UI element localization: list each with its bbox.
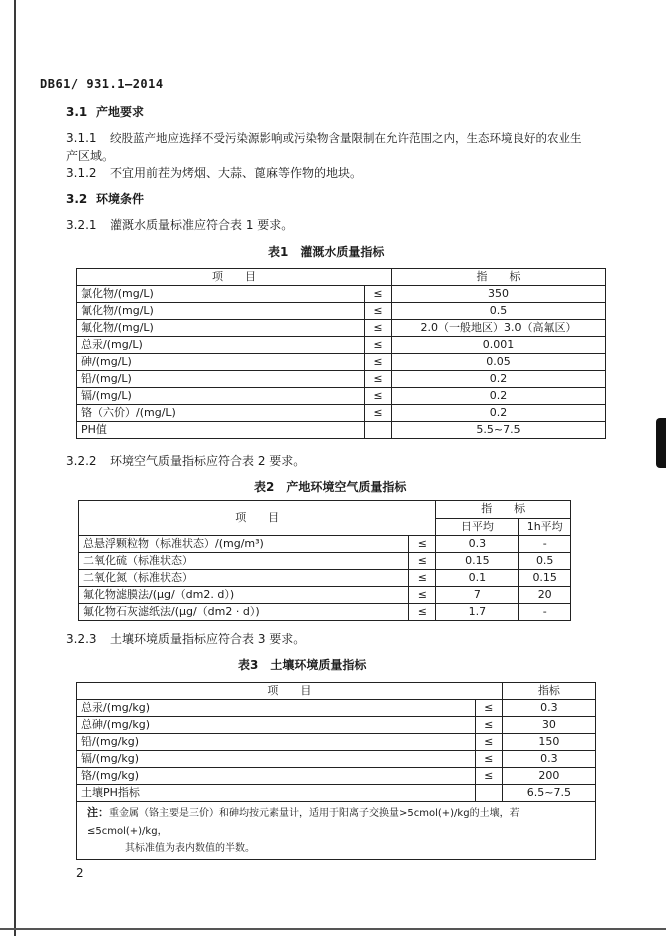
- row-item: 氯化物/(mg/L): [77, 286, 365, 303]
- column-header-daily: 日平均: [436, 518, 519, 536]
- scan-bottom-edge: [0, 928, 666, 930]
- section-3-2-number: 3.2: [66, 192, 88, 206]
- row-symbol: ≤: [409, 553, 436, 570]
- clause-3-2-1-number: 3.2.1: [66, 218, 97, 232]
- row-daily: 1.7: [436, 604, 519, 621]
- row-symbol: ≤: [364, 388, 391, 405]
- table-row: [79, 587, 571, 604]
- clause-3-2-2-number: 3.2.2: [66, 454, 97, 468]
- irrigation-water-table: [76, 268, 606, 439]
- row-value: 0.3: [502, 751, 595, 768]
- row-item: 总汞/(mg/L): [77, 337, 365, 354]
- row-daily: 7: [436, 587, 519, 604]
- table-note: [77, 802, 596, 860]
- clause-3-2-3-number: 3.2.3: [66, 632, 97, 646]
- row-value: 5.5~7.5: [391, 422, 605, 439]
- row-symbol: ≤: [364, 337, 391, 354]
- row-item: 氟化物石灰滤纸法/(μg/（dm2 · d）): [79, 604, 409, 621]
- row-symbol: ≤: [475, 768, 502, 785]
- scan-binding-edge: [14, 0, 16, 936]
- column-header-value: 指 标: [391, 269, 605, 286]
- row-symbol: [364, 422, 391, 439]
- clause-3-2-2-text: 环境空气质量指标应符合表 2 要求。: [110, 454, 306, 468]
- row-item: 铬（六价）/(mg/L): [77, 405, 365, 422]
- note-text-line1: 重金属（铬主要是三价）和砷均按元素量计，适用于阳离子交换量>5cmol(+)/kg的土壤，若≤5cmol(+)/kg，: [87, 808, 520, 837]
- section-3-1-title: 产地要求: [96, 105, 145, 119]
- note-text-line2: 其标准值为表内数值的半数。: [125, 843, 255, 854]
- row-symbol: ≤: [409, 604, 436, 621]
- clause-3-1-1-number: 3.1.1: [66, 131, 97, 145]
- table-row: [77, 734, 596, 751]
- column-header-index: 指 标: [436, 501, 571, 519]
- row-value: 0.5: [391, 303, 605, 320]
- column-header-item: 项 目: [79, 501, 436, 536]
- table-note-row: [77, 802, 596, 860]
- row-item: PH值: [77, 422, 365, 439]
- row-symbol: ≤: [409, 570, 436, 587]
- column-header-hourly: 1h平均: [519, 518, 571, 536]
- row-item: 总汞/(mg/kg): [77, 700, 476, 717]
- row-value: 0.05: [391, 354, 605, 371]
- row-value: 0.3: [502, 700, 595, 717]
- row-value: 2.0（一般地区）3.0（高氟区）: [391, 320, 605, 337]
- table-row: [77, 337, 606, 354]
- table-row: [77, 371, 606, 388]
- row-item: 氰化物/(mg/L): [77, 303, 365, 320]
- row-value: 0.2: [391, 371, 605, 388]
- row-symbol: [475, 785, 502, 802]
- row-symbol: ≤: [364, 371, 391, 388]
- clause-3-1-2-number: 3.1.2: [66, 166, 97, 180]
- table-header-row: [77, 269, 606, 286]
- row-symbol: ≤: [475, 734, 502, 751]
- section-3-1-number: 3.1: [66, 105, 88, 119]
- table-row: [79, 536, 571, 553]
- column-header-item: 项 目: [77, 269, 392, 286]
- row-item: 总悬浮颗粒物（标准状态）/(mg/m³): [79, 536, 409, 553]
- clause-3-2-1-text: 灌溉水质量标准应符合表 1 要求。: [110, 218, 294, 232]
- row-symbol: ≤: [364, 320, 391, 337]
- table-row: [77, 717, 596, 734]
- clause-3-2-3-text: 土壤环境质量指标应符合表 3 要求。: [110, 632, 306, 646]
- row-value: 0.2: [391, 388, 605, 405]
- row-symbol: ≤: [475, 700, 502, 717]
- table-row: [79, 604, 571, 621]
- table-header-row: [79, 501, 571, 519]
- table-row: [77, 303, 606, 320]
- table-row: [79, 570, 571, 587]
- row-item: 铬/(mg/kg): [77, 768, 476, 785]
- row-item: 砷/(mg/L): [77, 354, 365, 371]
- row-daily: 0.15: [436, 553, 519, 570]
- row-symbol: ≤: [364, 286, 391, 303]
- row-hourly: 0.15: [519, 570, 571, 587]
- table-row: [79, 553, 571, 570]
- row-item: 铅/(mg/L): [77, 371, 365, 388]
- table-row: [77, 320, 606, 337]
- row-value: 150: [502, 734, 595, 751]
- air-quality-table: [78, 500, 571, 621]
- table-row: [77, 700, 596, 717]
- row-value: 350: [391, 286, 605, 303]
- row-hourly: -: [519, 604, 571, 621]
- row-hourly: 0.5: [519, 553, 571, 570]
- soil-quality-table: [76, 682, 596, 860]
- row-item: 氟化物/(mg/L): [77, 320, 365, 337]
- row-daily: 0.3: [436, 536, 519, 553]
- row-item: 总砷/(mg/kg): [77, 717, 476, 734]
- doc-code: DB61/ 931.1—2014: [40, 77, 164, 91]
- table-row: [77, 286, 606, 303]
- row-item: 氟化物滤膜法/(μg/（dm2. d）): [79, 587, 409, 604]
- row-symbol: ≤: [364, 303, 391, 320]
- clause-3-1-2-text: 不宜用前茬为烤烟、大蒜、蓖麻等作物的地块。: [110, 166, 363, 180]
- row-hourly: 20: [519, 587, 571, 604]
- row-symbol: ≤: [409, 536, 436, 553]
- page-number: 2: [76, 866, 84, 880]
- table-row: [77, 388, 606, 405]
- row-symbol: ≤: [475, 751, 502, 768]
- row-symbol: ≤: [364, 354, 391, 371]
- row-value: 30: [502, 717, 595, 734]
- column-header-item: 项 目: [77, 683, 503, 700]
- row-item: 土壤PH指标: [77, 785, 476, 802]
- row-symbol: ≤: [409, 587, 436, 604]
- row-item: 镉/(mg/L): [77, 388, 365, 405]
- table-row: [77, 422, 606, 439]
- row-item: 二氧化氮（标准状态）: [79, 570, 409, 587]
- table-2-caption: 表2 产地环境空气质量指标: [254, 480, 407, 494]
- scan-edge-mark: [656, 418, 666, 468]
- row-value: 200: [502, 768, 595, 785]
- table-row: [77, 751, 596, 768]
- row-value: 0.2: [391, 405, 605, 422]
- row-symbol: ≤: [475, 717, 502, 734]
- row-symbol: ≤: [364, 405, 391, 422]
- column-header-value: 指标: [502, 683, 595, 700]
- clause-3-1-1-text: 绞股蓝产地应选择不受污染源影响或污染物含量限制在允许范围之内，生态环境良好的农业生: [110, 131, 582, 145]
- table-row: [77, 354, 606, 371]
- row-value: 6.5~7.5: [502, 785, 595, 802]
- clause-3-1-1-text-cont: 产区域。: [66, 149, 115, 163]
- table-1-caption: 表1 灌溉水质量指标: [268, 245, 385, 259]
- note-label: 注：: [87, 806, 109, 819]
- table-3-caption: 表3 土壤环境质量指标: [238, 658, 367, 672]
- row-value: 0.001: [391, 337, 605, 354]
- row-hourly: -: [519, 536, 571, 553]
- row-item: 二氧化硫（标准状态）: [79, 553, 409, 570]
- table-row: [77, 405, 606, 422]
- table-header-row: [77, 683, 596, 700]
- table-row: [77, 785, 596, 802]
- row-item: 铅/(mg/kg): [77, 734, 476, 751]
- section-3-2-title: 环境条件: [96, 192, 145, 206]
- row-item: 镉/(mg/kg): [77, 751, 476, 768]
- table-row: [77, 768, 596, 785]
- row-daily: 0.1: [436, 570, 519, 587]
